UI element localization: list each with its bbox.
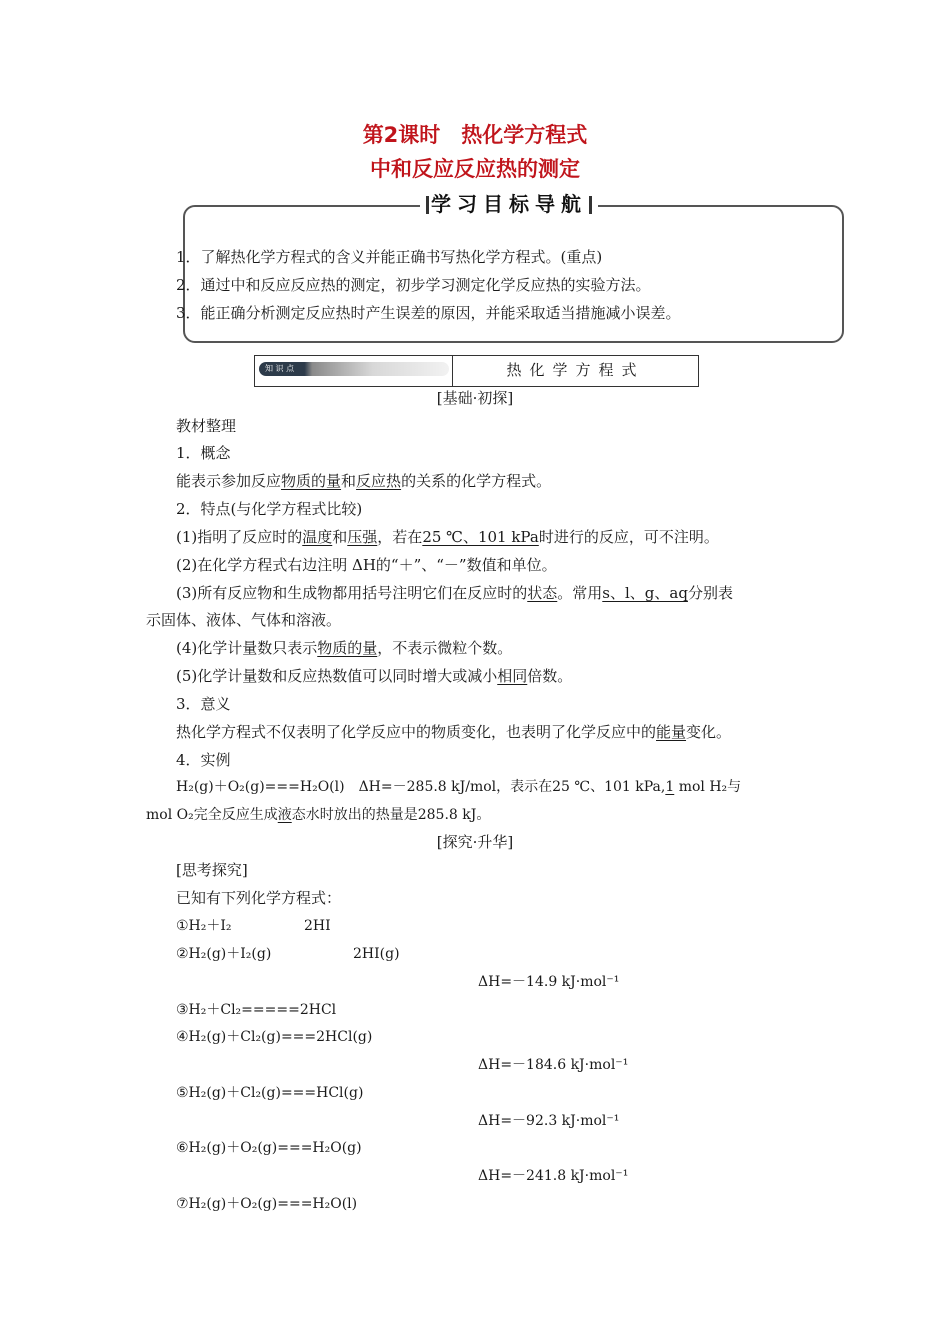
blank-answer: 能量 [656,723,687,741]
heading-jiaocai: 教材整理 [176,417,237,435]
knowledge-point-tag-text: 知 识 点 [265,364,295,373]
equation-4: ④H₂(g)＋Cl₂(g)===2HCl(g) [176,1029,373,1045]
lesson-title: 第2课时 热化学方程式 [362,123,588,147]
text-run: mol O₂完全反应生成 [146,807,278,823]
objective-item: 1．了解热化学方程式的含义并能正确书写热化学方程式。(重点) [176,248,603,266]
text-run: ，若在 [377,528,423,546]
text-run: 时进行的反应，可不注明。 [538,528,719,546]
objective-item: 2．通过中和反应反应热的测定，初步学习测定化学反应热的实验方法。 [176,276,651,294]
knowledge-point-tag [259,362,449,376]
equation-7: ⑦H₂(g)＋O₂(g)===H₂O(l) [176,1196,358,1212]
meaning-text [176,722,731,742]
knowledge-point-box [254,355,699,387]
heading-think: [思考探究] [176,861,248,879]
blank-answer: 液 [277,807,292,823]
lesson-subtitle: 中和反应反应热的测定 [370,157,580,181]
text-run: 分别表 [687,584,733,602]
text-run: ，不表示微粒个数。 [377,639,513,657]
text-run: 和 [332,528,348,546]
equation-6-enthalpy: ΔH=－241.8 kJ·mol⁻¹ [478,1168,629,1184]
blank-answer: 压强 [347,528,378,546]
objectives-heading-text: 学习目标导航 [431,192,587,216]
concept-text [176,471,551,491]
text-run: 热化学方程式不仅表明了化学反应中的物质变化，也表明了化学反应中的 [176,723,657,741]
equation-4-enthalpy: ΔH=－184.6 kJ·mol⁻¹ [478,1057,629,1073]
section-explore: [探究·升华] [436,833,514,851]
feature-5 [176,666,572,686]
text-run: 态水时放出的热量是285.8 kJ。 [291,807,491,823]
feature-4 [176,638,512,658]
equation-3: ③H₂＋Cl₂=====2HCl [176,1002,337,1018]
text-run: 和 [341,472,357,490]
objectives-heading [420,190,598,218]
equation-1: ①H₂＋I₂ [176,918,232,934]
known-text: 已知有下列化学方程式： [176,889,342,907]
text-run: 倍数。 [527,667,573,685]
blank-answer: s、l、g、aq [602,584,688,602]
heading-concept: 1．概念 [176,444,231,462]
equation-2-product: 2HI(g) [353,946,400,962]
heading-feature: 2．特点(与化学方程式比较) [176,500,363,518]
equation-5-enthalpy: ΔH=－92.3 kJ·mol⁻¹ [478,1113,620,1129]
text-run: H₂(g)＋O₂(g)===H₂O(l) ΔH=－285.8 kJ/mol，表示在25 ℃、101 kPa, [176,779,666,795]
equation-6: ⑥H₂(g)＋O₂(g)===H₂O(g) [176,1140,362,1156]
heading-bar-left [426,196,429,214]
equation-2: ②H₂(g)＋I₂(g) [176,946,272,962]
text-run: 能表示参加反应 [176,472,282,490]
example-line-1 [176,777,741,797]
text-run: (5)化学计量数和反应热数值可以同时增大或减小 [176,667,498,685]
blank-answer: 温度 [302,528,333,546]
example-line-2 [146,805,490,825]
feature-3 [176,583,733,603]
text-run: 。常用 [557,584,603,602]
feature-3-cont: 示固体、液体、气体和溶液。 [146,611,342,629]
equation-5: ⑤H₂(g)＋Cl₂(g)===HCl(g) [176,1085,364,1101]
blank-answer: 25 ℃、101 kPa [422,528,539,546]
knowledge-point-title: 热化学方程式 [506,361,645,379]
heading-bar-right [589,196,592,214]
text-run: 的关系的化学方程式。 [401,472,552,490]
equation-1-product: 2HI [304,918,331,934]
text-run: (1)指明了反应时的 [176,528,303,546]
text-run: 变化。 [686,723,732,741]
text-run: mol H₂与 [674,779,742,795]
feature-2: (2)在化学方程式右边注明 ΔH的“＋”、“－”数值和单位。 [176,556,557,574]
blank-answer: 状态 [527,584,558,602]
equation-2-enthalpy: ΔH=－14.9 kJ·mol⁻¹ [478,974,620,990]
objective-item: 3．能正确分析测定反应热时产生误差的原因，并能采取适当措施减小误差。 [176,304,681,322]
heading-meaning: 3．意义 [176,695,231,713]
text-run: (4)化学计量数只表示 [176,639,318,657]
blank-answer: 物质的量 [281,472,342,490]
section-basic: [基础·初探] [436,389,514,407]
heading-example: 4．实例 [176,751,231,769]
text-run: (3)所有反应物和生成物都用括号注明它们在反应时的 [176,584,528,602]
feature-1 [176,527,719,547]
blank-answer: 物质的量 [317,639,378,657]
blank-answer: 1 [665,779,675,795]
blank-answer: 相同 [497,667,528,685]
blank-answer: 反应热 [356,472,402,490]
